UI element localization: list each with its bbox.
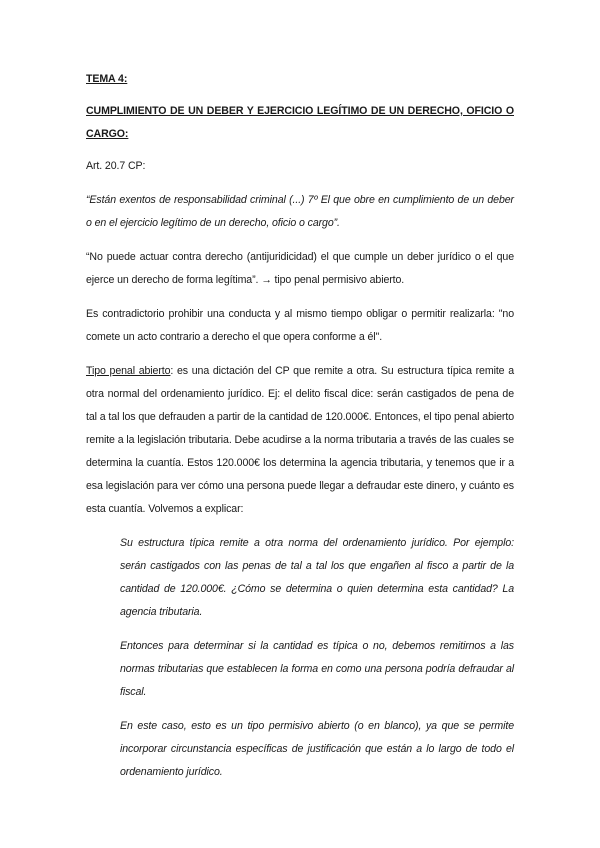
- explanation-paragraph-2: Entonces para determinar si la cantidad es típica o no, debemos remitirnos a las normas tributarias que establecen la forma en como una persona podría defraudar al fiscal.: [120, 640, 514, 698]
- article-reference: Art. 20.7 CP:: [86, 160, 146, 172]
- topic-subheading: CUMPLIMIENTO DE UN DEBER Y EJERCICIO LEGÍTIMO DE UN DERECHO, OFICIO O CARGO:: [86, 105, 514, 140]
- tipo-penal-paragraph: [86, 360, 514, 521]
- explanation-paragraph-3: En este caso, esto es un tipo permisivo abierto (o en blanco), ya que se permite incorporar circunstancia específicas de justificación que están a lo largo de todo el ordenamiento jurídico.: [120, 720, 514, 778]
- doctrine-quote: “No puede actuar contra derecho (antijuridicidad) el que cumple un deber jurídico o el que ejerce un derecho de forma legítima”. → tipo penal permisivo abierto.: [86, 251, 514, 286]
- tipo-penal-label: Tipo penal abierto: [86, 365, 171, 377]
- explanation-paragraph-1: Su estructura típica remite a otra norma del ordenamiento jurídico. Por ejemplo: serán castigados con las penas de tal a tal los que engañen al fisco a partir de la cantidad de 120.000€. ¿Cómo se determina o quien determina esta cantidad? La agencia tributaria.: [120, 537, 514, 618]
- topic-heading: TEMA 4:: [86, 73, 128, 85]
- contradiction-paragraph: Es contradictorio prohibir una conducta y al mismo tiempo obligar o permitir realizarla: "no comete un acto contrario a derecho el que opera conforme a él".: [86, 308, 514, 343]
- law-quote: “Están exentos de responsabilidad criminal (...) 7º El que obre en cumplimiento de un deber o en el ejercicio legítimo de un derecho, oficio o cargo”.: [86, 194, 514, 229]
- tipo-penal-text: : es una dictación del CP que remite a otra. Su estructura típica remite a otra normal del ordenamiento jurídico. Ej: el delito fiscal dice: serán castigados de pena de tal a tal los que defrauden a partir de la cantidad de 120.000€. Entonces, el tipo penal abierto remite a la legislación tributaria. Debe acudirse a la norma tributaria a través de las cuales se determina la cuantía. Estos 120.000€ los determina la agencia tributaria, y tenemos que ir a esa legislación para ver cómo una persona puede llegar a defraudar este dinero, y cuánto es esta cuantía. Volvemos a explicar:: [86, 365, 514, 515]
